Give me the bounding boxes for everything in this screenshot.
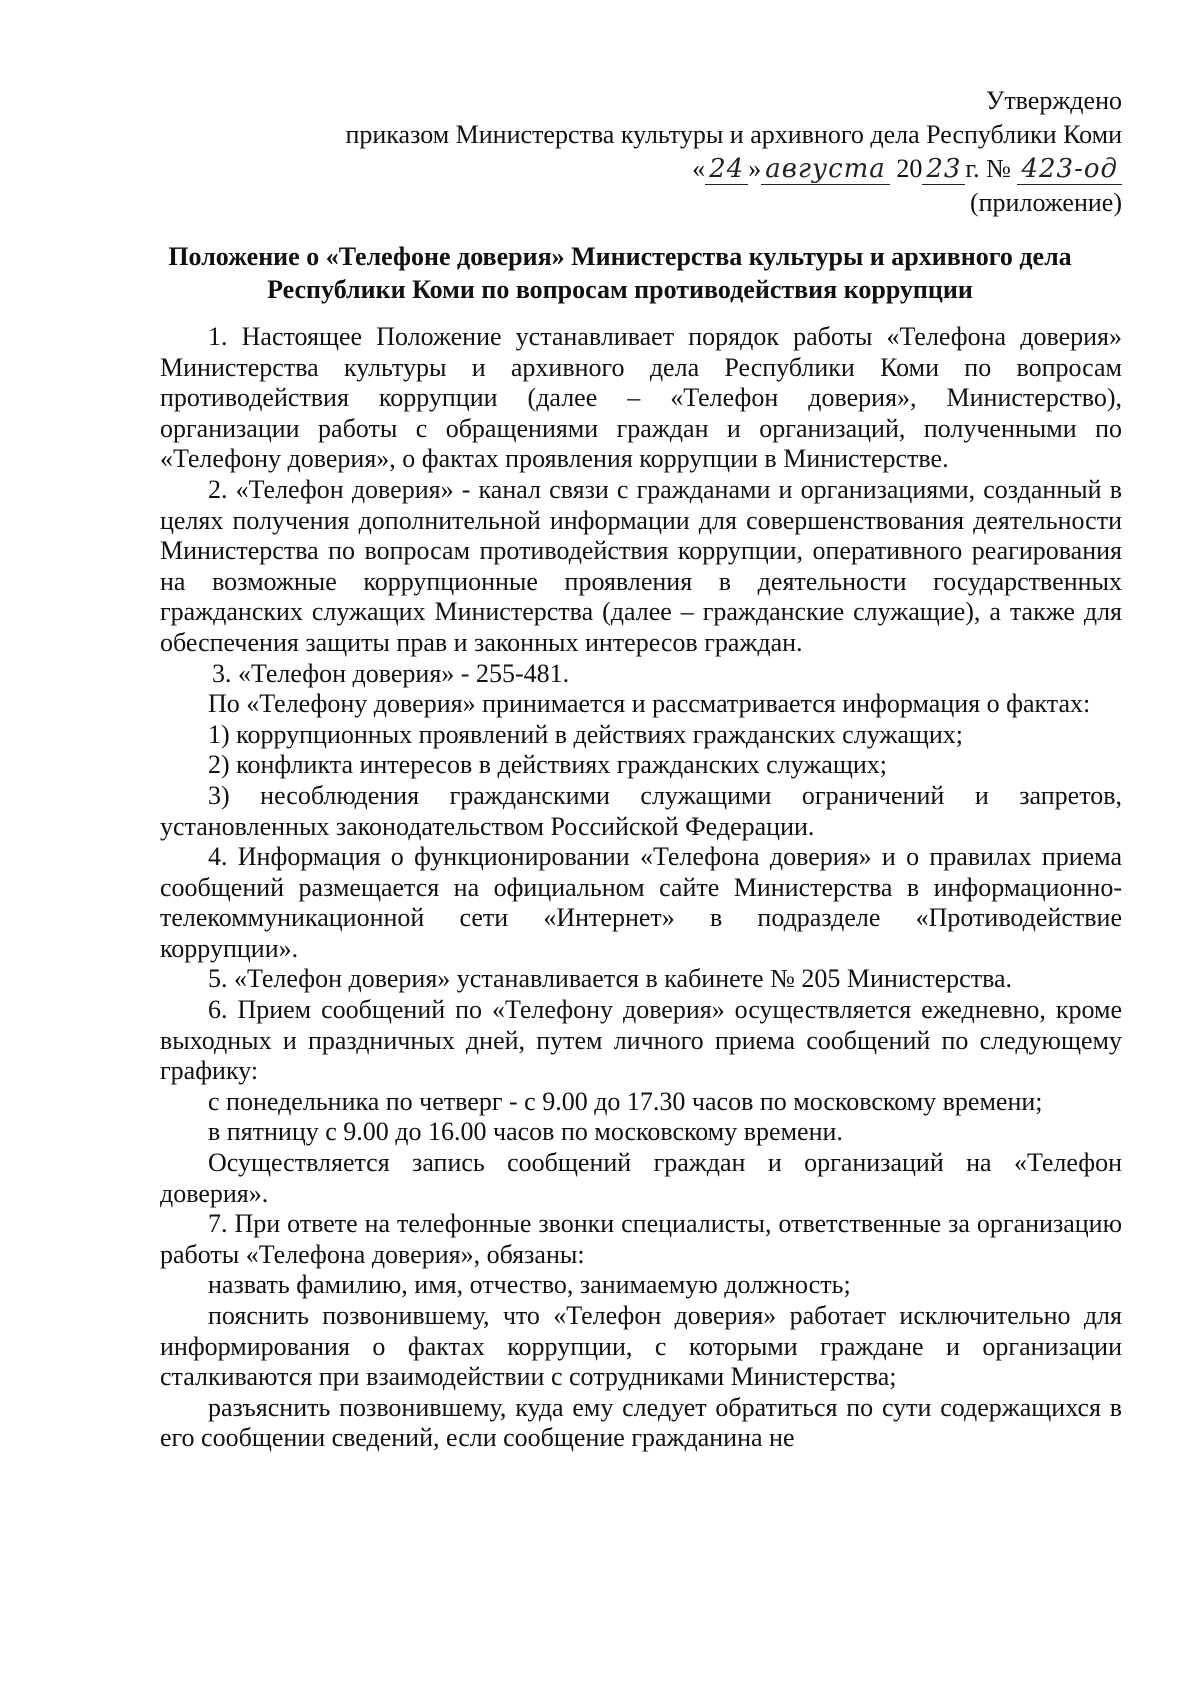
paragraph-7-duty-2: пояснить позвонившему, что «Телефон доверия» работает исключительно для информирования о фактах коррупции, с которыми граждане и организации сталкиваются при взаимодействии с сотрудниками Министерства; bbox=[160, 1301, 1122, 1392]
paragraph-3-item-3: 3) несоблюдения гражданскими служащими ограничений и запретов, установленных законодательством Российской Федерации. bbox=[160, 780, 1122, 841]
handwritten-day: 24 bbox=[705, 154, 748, 185]
approval-block bbox=[222, 84, 1122, 220]
order-date-line: « 24 » августа 20 23 г. № 423-од bbox=[222, 152, 1122, 186]
title-line-1: Положение о «Телефоне доверия» Министерства культуры и архивного дела bbox=[168, 242, 1072, 271]
paragraph-1: 1. Настоящее Положение устанавливает порядок работы «Телефона доверия» Министерства культуры и архивного дела Республики Коми по вопросам противодействия коррупции (далее – «Телефон доверия», Министерство), организации работы с обращениями граждан и организаций, полученными по «Телефону доверия», о фактах проявления коррупции в Министерстве. bbox=[160, 322, 1122, 474]
title-line-2: Республики Коми по вопросам противодействия коррупции bbox=[267, 275, 973, 304]
paragraph-6-schedule-2: в пятницу с 9.00 до 16.00 часов по московскому времени. bbox=[208, 1117, 843, 1147]
paragraph-3-item-1: 1) коррупционных проявлений в действиях гражданских служащих; bbox=[208, 719, 964, 749]
paragraph-2: 2. «Телефон доверия» - канал связи с гражданами и организациями, созданный в целях получения дополнительной информации для совершенствования деятельности Министерства по вопросам противодействия коррупции, оперативного реагирования на возможные коррупционные проявления в деятельности государственных гражданских служащих Министерства (далее – гражданские служащие), а также для обеспечения защиты прав и законных интересов граждан. bbox=[160, 474, 1122, 657]
paragraph-6: 6. Прием сообщений по «Телефону доверия» осуществляется ежедневно, кроме выходных и праздничных дней, путем личного приема сообщений по следующему графику: bbox=[160, 995, 1122, 1086]
document-title bbox=[140, 240, 1100, 306]
paragraph-6-schedule-1: с понедельника по четверг - с 9.00 до 17.30 часов по московскому времени; bbox=[208, 1086, 1043, 1116]
approved-label: Утверждено bbox=[985, 86, 1122, 115]
paragraph-3: 3. «Телефон доверия» - 255-481. bbox=[212, 658, 570, 688]
handwritten-order-number: 423-од bbox=[1017, 154, 1122, 185]
handwritten-month: августа bbox=[761, 154, 890, 185]
appendix-label: (приложение) bbox=[969, 188, 1122, 217]
paragraph-3-intro: По «Телефону доверия» принимается и рассматривается информация о фактах: bbox=[208, 689, 1091, 719]
paragraph-6-recording: Осуществляется запись сообщений граждан и организаций на «Телефон доверия». bbox=[160, 1148, 1122, 1208]
paragraph-7-duty-1: назвать фамилию, имя, отчество, занимаемую должность; bbox=[208, 1270, 851, 1300]
order-line: приказом Министерства культуры и архивного дела Республики Коми bbox=[345, 120, 1122, 149]
paragraph-7: 7. При ответе на телефонные звонки специалисты, ответственные за организацию работы «Телефона доверия», обязаны: bbox=[160, 1209, 1122, 1269]
paragraph-4: 4. Информация о функционировании «Телефона доверия» и о правилах приема сообщений размещается на официальном сайте Министерства в информационно-телекоммуникационной сети «Интернет» в подразделе «Противодействие коррупции». bbox=[160, 842, 1122, 963]
paragraph-5: 5. «Телефон доверия» устанавливается в кабинете № 205 Министерства. bbox=[208, 964, 1013, 994]
document-body bbox=[160, 322, 1122, 1454]
paragraph-7-duty-3: разъяснить позвонившему, куда ему следует обратиться по сути содержащихся в его сообщении сведений, если сообщение гражданина не bbox=[160, 1392, 1122, 1453]
paragraph-3-item-2: 2) конфликта интересов в действиях гражданских служащих; bbox=[208, 750, 887, 780]
handwritten-year: 23 bbox=[922, 154, 965, 185]
